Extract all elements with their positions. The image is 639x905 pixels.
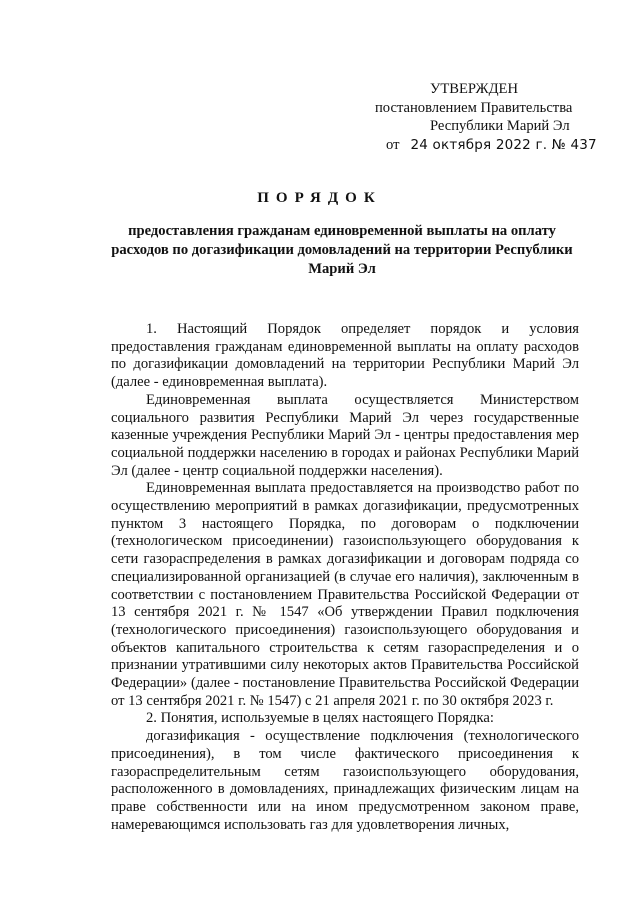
approval-stamp	[360, 80, 620, 154]
paragraph-4: 2. Понятия, используемые в целях настоящего Порядка:	[146, 710, 494, 727]
approval-date-value: 24 октября 2022 г. № 437	[410, 136, 597, 153]
document-subtitle: предоставления гражданам единовременной выплаты на оплату расходов по догазификации домовладений на территории Республики Марий Эл	[111, 223, 573, 277]
approval-date-line	[360, 136, 620, 155]
paragraph-5: догазификация - осуществление подключения (технологического присоединения), в том числе фактического присоединения к газораспределительным сетям газоиспользующего оборудования, расположенного в домовладениях, принадлежащих физическим лицам на праве собственности или на ином предусмотренном законом праве, намеревающимся использовать газ для удовлетворения личных,	[111, 728, 579, 833]
approval-line-resolution: постановлением Правительства	[375, 99, 573, 116]
document-title: ПОРЯДОК	[257, 190, 382, 206]
approval-heading: УТВЕРЖДЕН	[430, 81, 518, 97]
document-body	[111, 321, 579, 834]
approval-line-republic: Республики Марий Эл	[430, 118, 570, 134]
paragraph-3: Единовременная выплата предоставляется на производство работ по осуществлению мероприятий в рамках догазификации, предусмотренных пунктом 3 настоящего Порядка, по договорам о подключении (технологическом присоединении) газоиспользующего оборудования к сети газораспределения в рамках догазификации и договорам подряда со специализированной организацией (в случае его наличия), заключенным в соответствии с постановлением Правительства Российской Федерации от 13 сентября 2021 г. № 1547 «Об утверждении Правил подключения (технологического присоединения) газоиспользующего оборудования и объектов капитального строительства к сетям газораспределения и о признании утратившими силу некоторых актов Правительства Российской Федерации» (далее - постановление Правительства Российской Федерации от 13 сентября 2021 г. № 1547) с 21 апреля 2021 г. по 30 октября 2023 г.	[111, 480, 579, 709]
approval-date-prefix: от	[386, 136, 400, 153]
paragraph-2: Единовременная выплата осуществляется Министерством социального развития Республики Марий Эл через государственные казенные учреждения Республики Марий Эл - центры предоставления мер социальной поддержки населению в городах и районах Республики Марий Эл (далее - центр социальной поддержки населения).	[111, 391, 579, 479]
paragraph-1: 1. Настоящий Порядок определяет порядок и условия предоставления гражданам единовременной выплаты на оплату расходов по догазификации домовладений на территории Республики Марий Эл (далее - единовременная выплата).	[111, 321, 579, 391]
